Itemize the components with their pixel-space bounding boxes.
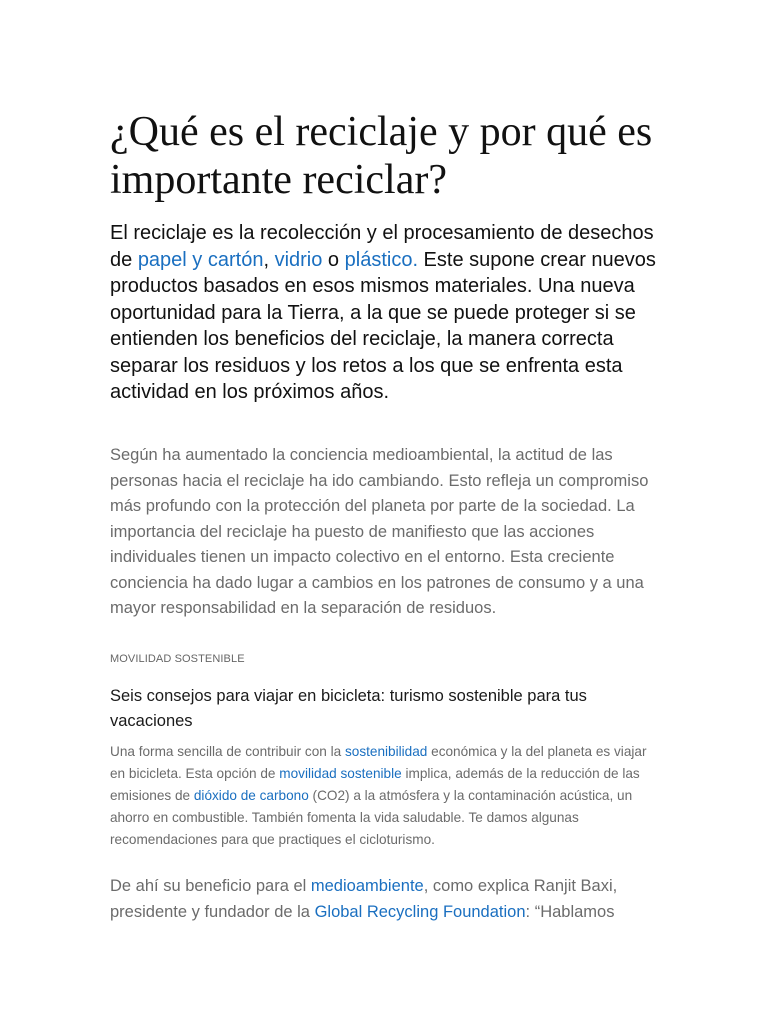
article-continuation	[110, 874, 670, 925]
global-recycling-foundation-link[interactable]: Global Recycling Foundation	[314, 902, 526, 921]
lead-text-3: o	[322, 248, 345, 271]
environment-link[interactable]: medioambiente	[310, 877, 424, 895]
glass-link[interactable]: vidrio	[274, 248, 323, 271]
related-text-4: (CO2) a la atmósfera y la contaminación acústica, un ahorro en combustible. También fomenta la vida saludable. Te damos algunas recomendaciones para que practiques el cicloturismo.	[110, 788, 633, 847]
related-text-1: Una forma sencilla de contribuir con la	[110, 744, 345, 759]
sustainable-mobility-link[interactable]: movilidad sostenible	[279, 766, 402, 781]
carbon-dioxide-link[interactable]: dióxido de carbono	[193, 788, 309, 803]
lead-text-2: ,	[263, 248, 275, 271]
related-article-summary	[110, 741, 660, 851]
tail-text-2: , como explica Ranjit Baxi, presidente y fundador de la	[110, 877, 618, 921]
plastic-link[interactable]: plástico.	[344, 248, 418, 271]
related-article-title[interactable]: Seis consejos para viajar en bicicleta: turismo sostenible para tus vacaciones	[110, 687, 587, 730]
related-kicker[interactable]: MOVILIDAD SOSTENIBLE	[110, 653, 245, 665]
article-title: ¿Qué es el reciclaje y por qué es importante reciclar?	[110, 109, 653, 203]
article-lead	[110, 220, 670, 406]
tail-text-3: : “Hablamos	[525, 902, 615, 921]
tail-text-1: De ahí su beneficio para el	[110, 877, 311, 895]
lead-text-1: El reciclaje es la recolección y el procesamiento de desechos de	[110, 222, 654, 271]
lead-text-4: Este supone crear nuevos productos basados en esos mismos materiales. Una nueva oportunidad para la Tierra, a la que se puede proteger si se entienden los beneficios del reciclaje, la manera correcta separar los residuos y los retos a los que se enfrenta esta actividad en los próximos años.	[110, 248, 656, 403]
sustainability-link[interactable]: sostenibilidad	[344, 744, 428, 759]
related-text-3: implica, además de la reducción de las emisiones de	[110, 766, 640, 803]
related-text-2: económica y la del planeta es viajar en bicicleta. Esta opción de	[110, 744, 647, 781]
paper-cardboard-link[interactable]: papel y cartón	[137, 248, 264, 271]
article-paragraph: Según ha aumentado la conciencia medioambiental, la actitud de las personas hacia el reciclaje ha ido cambiando. Esto refleja un compromiso más profundo con la protección del planeta por parte de la sociedad. La importancia del reciclaje ha puesto de manifiesto que las acciones individuales tienen un impacto colectivo en el entorno. Esta creciente conciencia ha dado lugar a cambios en los patrones de consumo y a una mayor responsabilidad en la separación de residuos.	[110, 446, 649, 617]
